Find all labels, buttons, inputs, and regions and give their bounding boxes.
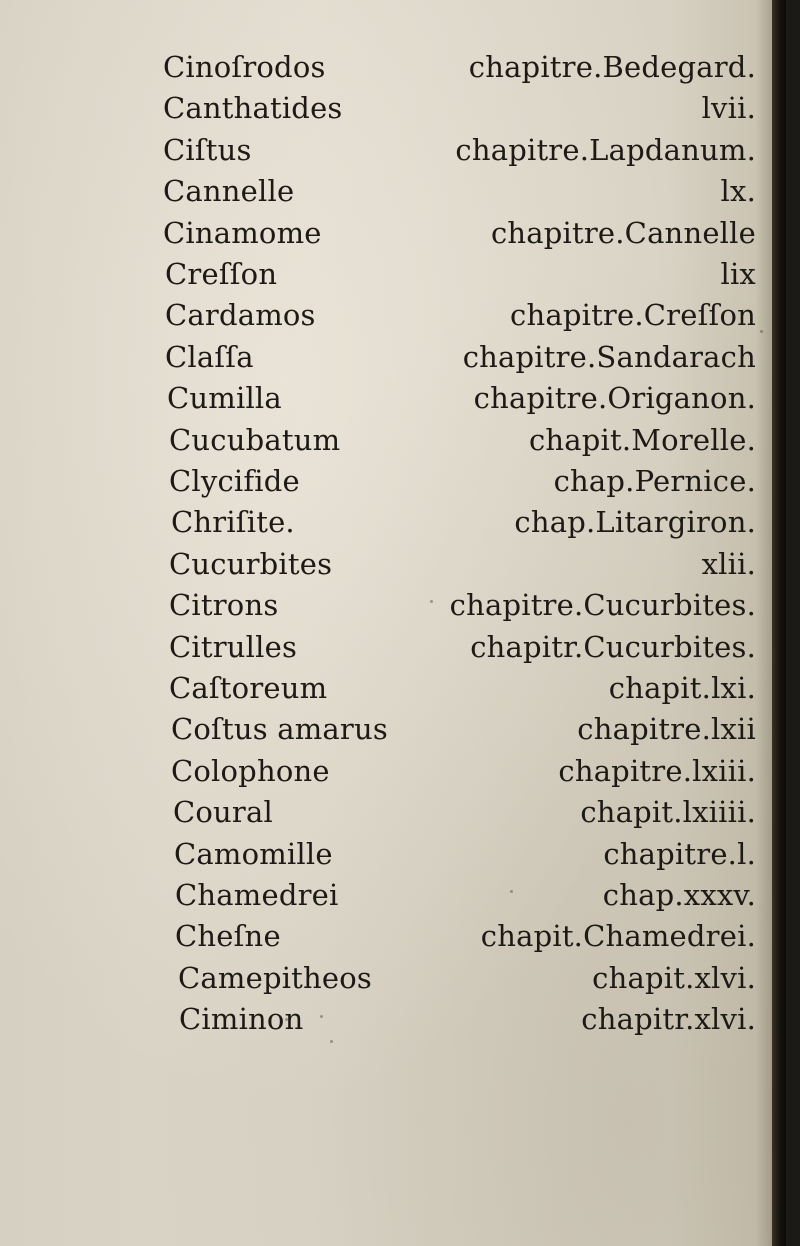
entry-term: Cannelle [163,174,295,209]
entry-term: Camomille [174,836,333,871]
entry-term: Caſtoreum [169,671,328,705]
entry-term: Canthatides [163,91,343,126]
index-entry [0,544,786,584]
index-entry [0,254,786,294]
index-entry [0,295,786,335]
entry-term: Cinoſrodos [163,50,326,84]
entry-term: Ciſtus [163,132,252,167]
entry-chapter-reference: chapitre.lxii [577,712,756,747]
index-entry [0,502,786,542]
ink-speck [320,1015,323,1018]
entry-term: Cucurbites [169,546,333,581]
entry-term: Cardamos [165,298,316,333]
entry-term: Clycifide [169,464,300,498]
index-entry [0,875,786,915]
entry-term: Citrulles [169,629,298,664]
entry-chapter-reference: chapitr.Cucurbites. [470,629,756,664]
entry-term: Ciminon [179,1002,304,1037]
entry-chapter-reference: chapit.xlvi. [592,960,756,995]
entry-term: Chriſite. [171,505,295,540]
entry-chapter-reference: xlii. [701,546,756,581]
entry-term: Claſſa [165,339,254,374]
entry-term: Camepitheos [178,960,373,995]
ink-speck [430,600,433,603]
ink-speck [285,1018,288,1021]
ink-speck [510,890,513,893]
entry-chapter-reference: chapitre.lxiii. [558,753,756,788]
ink-speck [760,330,763,333]
entry-chapter-reference: chapit.Morelle. [528,422,756,457]
index-entry [0,958,786,998]
index-entry [0,88,786,128]
entry-term: Cinamome [163,215,322,250]
entry-term: Cucubatum [169,422,341,457]
entry-chapter-reference: chap.Pernice. [553,464,756,498]
entry-chapter-reference: chapitre.Lapdanum. [455,132,756,167]
index-entry [0,668,786,708]
index-entry [0,585,786,625]
entry-chapter-reference: chapit.lxiiii. [580,795,756,830]
entry-chapter-reference: chapitre.Sandarach [462,339,756,374]
index-entry [0,378,786,418]
entry-chapter-reference: chapitre.Origanon. [473,381,756,416]
index-entry [0,47,786,87]
entry-term: Cheſne [175,919,281,954]
book-spine [772,0,786,1246]
entry-chapter-reference: chapit.lxi. [608,671,756,705]
entry-chapter-reference: chapitre.Cucurbites. [449,588,756,623]
index-entry [0,130,786,170]
entry-term: Colophone [171,753,330,788]
index-entry [0,627,786,667]
index-entry [0,792,786,832]
index-entry [0,916,786,956]
index-entry [0,420,786,460]
entry-chapter-reference: lix [720,257,756,291]
entry-chapter-reference: chap.xxxv. [602,878,756,912]
entry-term: Coſtus amarus [171,712,388,747]
index-entry [0,834,786,874]
index-entry [0,337,786,377]
entry-term: Cumilla [167,381,282,416]
entry-chapter-reference: chapitre.l. [603,836,756,871]
index-entry [0,171,786,211]
entry-term: Chamedrei [175,878,339,912]
index-entry [0,709,786,749]
index-entry [0,213,786,253]
entry-chapter-reference: chap.Litargiron. [514,505,756,540]
index-entry [0,751,786,791]
entry-chapter-reference: chapitre.Cannelle [490,215,756,250]
entry-chapter-reference: chapitre.Bedegard. [468,50,756,84]
index-entry [0,461,786,501]
ink-speck [330,1040,333,1043]
entry-chapter-reference: lx. [720,174,756,209]
entry-term: Coural [173,795,273,830]
entry-chapter-reference: lvii. [701,91,756,126]
entry-chapter-reference: chapitr.xlvi. [581,1002,756,1037]
entry-term: Creſſon [165,257,278,291]
entry-term: Citrons [169,588,279,623]
index-entry [0,999,786,1039]
entry-chapter-reference: chapit.Chamedrei. [480,919,756,954]
entry-chapter-reference: chapitre.Creſſon [510,298,756,333]
